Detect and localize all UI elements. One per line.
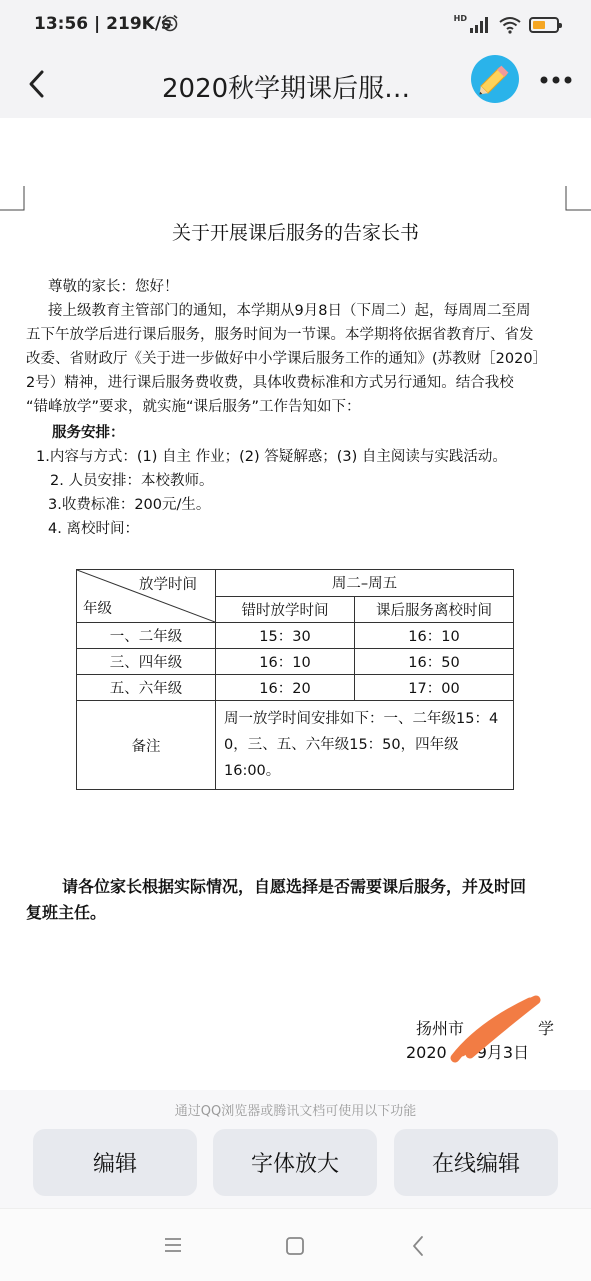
- intro-line: “错峰放学”要求，就实施“课后服务”工作告知如下：: [26, 399, 361, 415]
- item-line: 3.收费标准：200元/生。: [48, 497, 211, 513]
- signature-part: 扬州市: [416, 1019, 465, 1038]
- note-line: 0，三、五、六年级15：50，四年级16:00。: [224, 737, 459, 779]
- pencil-icon: [471, 55, 519, 103]
- status-time: 13:56 | 219K/s: [34, 14, 172, 34]
- closing-line: 复班主任。: [26, 903, 107, 922]
- intro-line: 2号）精神，进行课后服务费收费，具体收费标准和方式另行通知。结合我校: [26, 375, 514, 391]
- status-icons: [454, 14, 559, 36]
- dismiss-cell: 16：20: [216, 675, 355, 701]
- table-row: [77, 701, 514, 790]
- diag-bottom-label: 年级: [83, 601, 112, 617]
- signature-part: 2020: [406, 1043, 447, 1062]
- table-row: [77, 649, 514, 675]
- home-square-icon[interactable]: [285, 1236, 305, 1256]
- status-bar: [0, 0, 591, 52]
- leave-cell: 16：10: [355, 623, 514, 649]
- grade-cell: 五、六年级: [77, 675, 216, 701]
- edit-button[interactable]: 编辑: [33, 1129, 197, 1196]
- bottom-action-panel: [0, 1090, 591, 1208]
- letter-body: [26, 275, 566, 541]
- alarm-clock-icon: [161, 14, 179, 32]
- grade-cell: 三、四年级: [77, 649, 216, 675]
- menu-icon[interactable]: [163, 1236, 183, 1254]
- note-cell: [216, 701, 514, 790]
- wifi-icon: [499, 16, 521, 34]
- signal-icon: [469, 16, 491, 34]
- leave-cell: 17：00: [355, 675, 514, 701]
- battery-icon: [529, 17, 559, 33]
- document-view[interactable]: [0, 118, 591, 1090]
- closing-line: 请各位家长根据实际情况，自愿选择是否需要课后服务，并及时回: [62, 877, 527, 896]
- leave-cell: 16：50: [355, 649, 514, 675]
- redaction-scribble: [440, 986, 550, 1066]
- edit-pen-button[interactable]: [471, 55, 519, 103]
- col-header-leave: 课后服务离校时间: [355, 596, 514, 623]
- item-line: 4. 离校时间：: [48, 521, 139, 537]
- online-edit-button[interactable]: 在线编辑: [394, 1129, 558, 1196]
- document-title: 关于开展课后服务的告家长书: [171, 222, 419, 244]
- table-row: [77, 623, 514, 649]
- more-dots-icon[interactable]: [538, 68, 574, 92]
- section-heading: 服务安排：: [52, 425, 125, 441]
- dismiss-cell: 16：10: [216, 649, 355, 675]
- page-title: 2020秋学期课后服…: [162, 74, 411, 104]
- item-line: 1.内容与方式：(1) 自主 作业；(2) 答疑解惑；(3) 自主阅读与实践活动。: [36, 449, 507, 465]
- system-nav-bar: [0, 1208, 591, 1281]
- crop-mark-left: [0, 186, 26, 212]
- closing-text: [26, 874, 571, 926]
- signature-part: 学: [538, 1019, 555, 1038]
- diagonal-header-cell: [77, 570, 216, 623]
- feature-hint: 通过QQ浏览器或腾讯文档可使用以下功能: [174, 1104, 417, 1119]
- intro-line: 改委、省财政厅《关于进一步做好中小学课后服务工作的通知》(苏教财［2020］: [26, 351, 548, 367]
- table-row: [77, 675, 514, 701]
- schedule-table: [76, 569, 514, 790]
- signature-part: 9月3日: [476, 1043, 530, 1062]
- note-line: 周一放学时间安排如下：一、二年级15：4: [224, 711, 499, 727]
- grade-cell: 一、二年级: [77, 623, 216, 649]
- enlarge-font-button[interactable]: 字体放大: [213, 1129, 377, 1196]
- hd-label: HD: [453, 14, 467, 23]
- intro-line: 五下午放学后进行课后服务，服务时间为一节课。本学期将依据省教育厅、省发: [26, 327, 534, 343]
- diag-top-label: 放学时间: [139, 577, 197, 593]
- back-triangle-icon[interactable]: [410, 1235, 426, 1257]
- chevron-left-icon[interactable]: [20, 64, 56, 104]
- title-bar: [0, 52, 591, 118]
- note-label-cell: 备注: [77, 701, 216, 790]
- item-line: 2. 人员安排：本校教师。: [50, 473, 214, 489]
- crop-mark-right: [565, 186, 591, 212]
- dismiss-cell: 15：30: [216, 623, 355, 649]
- group-header: 周二–周五: [216, 570, 514, 597]
- greeting: 尊敬的家长：您好！: [48, 279, 179, 295]
- intro-line: 接上级教育主管部门的通知，本学期从9月8日（下周二）起，每周周二至周: [48, 303, 531, 319]
- col-header-dismiss: 错时放学时间: [216, 596, 355, 623]
